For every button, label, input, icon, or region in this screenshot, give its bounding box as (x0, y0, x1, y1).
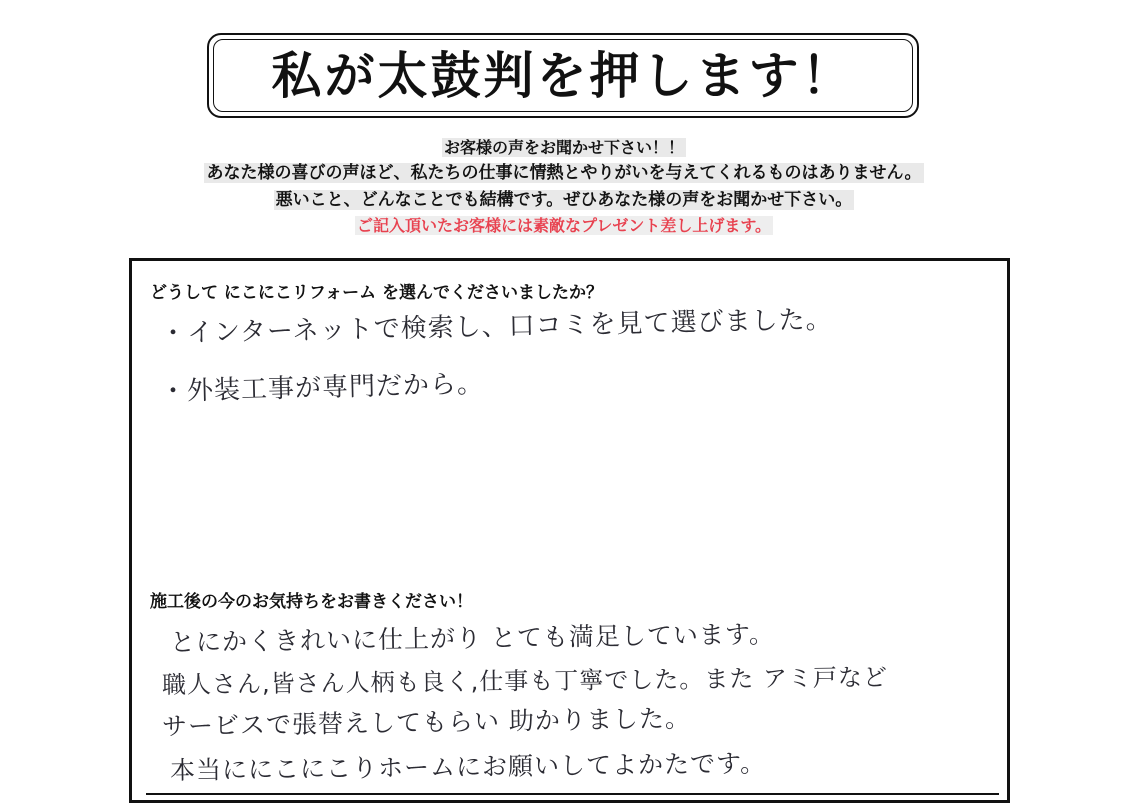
question-2-label: 施工後の今のお気持ちをお書きください！ (150, 592, 473, 612)
question-1-label: どうして にこにこリフォーム を選んでくださいましたか？ (150, 283, 603, 303)
lead-line-3-text: 悪いこと、どんなことでも結構です。ぜひあなた様の声をお聞かせ下さい。 (275, 189, 853, 210)
lead-line-3 (0, 188, 1128, 213)
lead-line-4-text: ご記入頂いたお客様には素敵なプレゼント差し上げます。 (356, 216, 772, 236)
answer-2-line-2: 職人さん,皆さん人柄も良く,仕事も丁寧でした。また アミ戸など (161, 663, 889, 699)
page-title: 私が太鼓判を押します！ (271, 45, 855, 105)
answer-2-line-3: サービスで張替えしてもらい 助かりました。 (161, 703, 692, 741)
lead-line-4 (0, 214, 1128, 237)
answer-2-line-4: 本当ににこにこりホームにお願いしてよかたです。 (169, 748, 767, 785)
answer-1-line-2: ・外装工事が専門だから。 (159, 369, 485, 407)
lead-line-2 (0, 161, 1128, 186)
answer-1-line-1: ・インターネットで検索し、口コミを見て選びました。 (159, 304, 833, 349)
title-banner-inner (213, 39, 913, 112)
answer-2-line-1: とにかくきれいに仕上がり とても満足しています。 (169, 619, 776, 657)
lead-line-1 (0, 136, 1128, 159)
section-divider (146, 793, 999, 795)
questionnaire-box (129, 258, 1010, 803)
lead-block (0, 136, 1128, 240)
title-banner (207, 33, 919, 118)
lead-line-2-text: あなた様の喜びの声ほど、私たちの仕事に情熱とやりがいを与えてくれるものはありません。 (206, 163, 922, 184)
lead-line-1-text: お客様の声をお聞かせ下さい！！ (443, 138, 684, 157)
